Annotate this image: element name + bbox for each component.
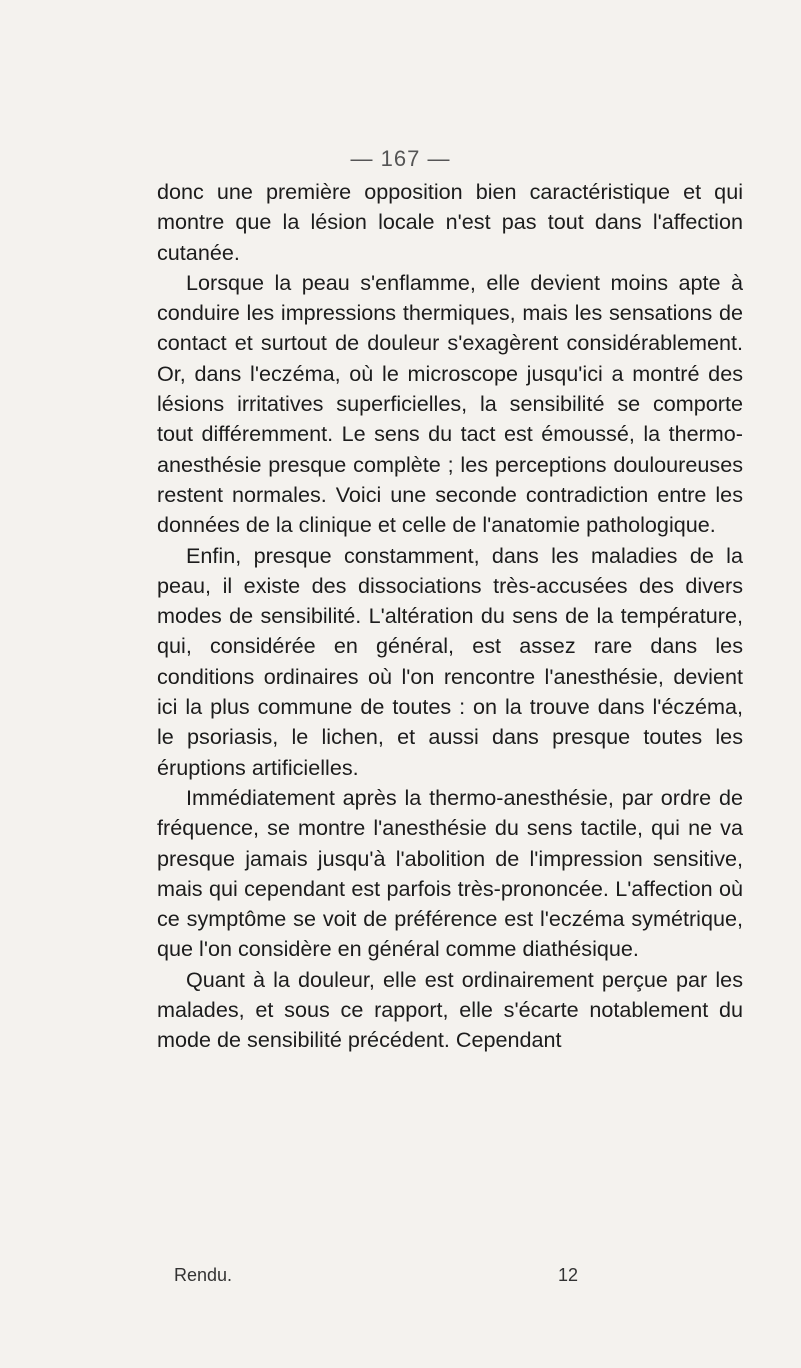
footer-sheet-number: 12 xyxy=(558,1265,579,1285)
paragraph-3: Enfin, presque constamment, dans les maladies de la peau, il existe des dissociations très-accusées des divers modes de sensibilité. L'altération du sens de la température, qui, considérée en général, est assez rare dans les conditions ordinaires où l'on rencontre l'anesthésie, devient ici la plus commune de toutes : on la trouve dans l'éczéma, le psoriasis, le lichen, et aussi dans presque toutes les éruptions artificielles. xyxy=(157,542,743,780)
paragraph-4: Immédiatement après la thermo-anesthésie, par ordre de fréquence, se montre l'anesthésie du sens tactile, qui ne va presque jamais jusqu'à l'abolition de l'impression sensitive, mais qui cependant est parfois très-prononcée. L'affection où ce symptôme se voit de préférence est l'eczéma symétrique, que l'on considère en général comme diathésique. xyxy=(157,784,743,962)
page-number: — 167 — xyxy=(350,146,451,171)
paragraph-1: donc une première opposition bien caractéristique et qui montre que la lésion locale n'est pas tout dans l'affection cutanée. xyxy=(157,179,743,265)
paragraph-2: Lorsque la peau s'enflamme, elle devient moins apte à conduire les impressions thermiques, mais les sensations de contact et surtout de douleur s'exagèrent considérablement. Or, dans l'eczéma, où le microscope jusqu'ici a montré des lésions irritatives superficielles, la sensibilité se comporte tout différemment. Le sens du tact est émoussé, la thermo-anesthésie presque complète ; les perceptions douloureuses restent normales. Voici une seconde contradiction entre les données de la clinique et celle de l'anatomie pathologique. xyxy=(157,269,743,538)
footer-signature: Rendu. xyxy=(174,1265,233,1285)
paragraph-5: Quant à la douleur, elle est ordinairement perçue par les malades, et sous ce rapport, elle s'écarte notablement du mode de sensibilité précédent. Cependant xyxy=(157,966,743,1053)
page-body xyxy=(157,177,743,1056)
